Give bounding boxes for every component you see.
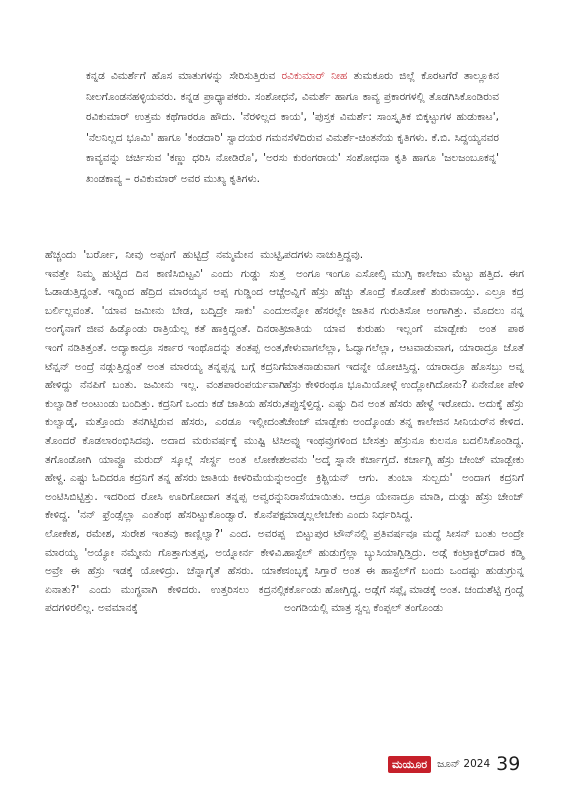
author-name: ರವಿಕುಮಾರ್ ನೀಹ [281,70,348,82]
page-footer [388,752,520,776]
issue-date: ಜೂನ್ 2024 [437,757,491,770]
intro-text-before: ಕನ್ನಡ ವಿಮರ್ಶೆಗೆ ಹೊಸ ಮಾತುಗಳನ್ನು ಸೇರಿಸುತ್ತಿರುವ [86,70,282,82]
left-column [45,246,285,618]
magazine-logo: ಮಯೂರ [388,756,431,773]
paragraph: ಅಂಗೂ ಇಂಗೂ ಎಸೋಲ್ಸಿ ಮುಗ್ಸಿ ಕಾಲೇಜು ಮೆಟ್ಟು ಹತ್ತಿದ. ಈಗ ಅವ್ನಿಗೆ ಹೆಸ್ರು ಹೆಚ್ಚು ತೊಂದ್ರೆ ಕೊಡೋಕೆ ಶುರುವಾಯ್ತು. ಎಲ್ರೂ ಕದ್ರ ಅನ್ನೋ ಹೆಸರಲ್ಲೇ ಜಾತಿನ ಗುರುತಿಸೋ ಅಂಗಾಗಿತ್ತು. ಮೊದಲು ನನ್ನ ಜಾತಿಯ ಯಾವ ಕುರುಹು ಇಲ್ಲಂಗೆ ಮಾಡ್ಬೇಕು ಅಂತ ಪಾಠ ಕೇಳುವಾಗಲೆಲ್ಲಾ, ಓದ್ವಾಗಲೆಲ್ಲಾ, ಆಟವಾಡುವಾಗ, ಯಾರಾದ್ರೂ ಜೊತೆ ಮಾತನಾಡುವಾಗ ಇದನ್ನೇ ಯೋಚಿಸ್ತಿದ್ದ. ಯಾರಾದ್ರೂ ಹೊಸಬ್ರು ಅವ್ನ ಹೆಸ್ರು ಕೇಳಿರಂಥೂ ಭೂಮಿಯೋಳ್ಗೆ ಉದ್ಲೋಗಿದೋನು? ಏನೇನೋ ಪೇಳಿ ತಪ್ಪುಸ್ಕೆಳ್ತಿದ್ದ. ಎಷ್ಟು ದಿನ ಅಂತ ಹೆಸರು ಹೇಳ್ದೆ ಇರೋದು. ಅದುಕ್ಕೆ ಹೆಸ್ರು ಚೇಂಜ್ ಮಾಡ್ಬೇಕು ಅಂದ್ಕೊಂಡು ತನ್ನ ಕಾಲೇಜಿನ ಸೀನಿಯರ್‌ನ ಕೇಳಿದ. ಅವ್ನು ಇಂಥವ್ರುಗಳಿಂದ ಬೇಸತ್ತು ಹೆಸ್ರುನೂ ಕುಲನೂ ಬದಲಿಸಿಕೊಂಡಿದ್ದ. ಅವನು 'ಅದ್ಕೆ ಸ್ನಾನೇ ಕರ್ಚಾಗ್ತದೆ. ಕರ್ಚಾಗ್ಲಿ ಹೆಸ್ರು ಚೇಂಜ್ ಮಾಡ್ಬೇಕು ಅಂದ್ರೇ ಕ್ರಿಶ್ಚಿಯನ್ ಆಗು. ತುಂಬಾ ಸುಲ್ಬದು' ಅಂದಾಗ ಕದ್ರನಿಗೆ ನಿರಾಸೆಯಾಯಿತು. ಆದ್ರೂ ಯೇನಾದ್ರೂ ಮಾಡಿ, ದುಡ್ಡು ಹೆಸ್ರು ಚೇಂಜ್ ಮಾಡ್ಕಲ್ಲಲೇಬೇಕು ಎಂದು ನಿರ್ಧರಿಸಿದ್ದ. [284,266,524,522]
paragraph: ಹೆಚ್ಚಂದು 'ಬರ್ರೋ, ನೀವು ಅಪ್ಪಂಗೆ ಹುಟ್ಟಿದ್ರೆ ನಮ್ಮಮೇನ ಮುಟ್ಟಿ, ಇವತ್ತೇ ನಿಮ್ಮ ಹುಟ್ಟಿದ ದಿನ ಕಾಣಿಸಿಬಿಟ್ಟವಿ' ಎಂದು ಗುಡ್ಡು ಸುತ್ತ ಓಡಾಡುತ್ತಿದ್ದಂತೆ. ಇದ್ದಿಂದ ಹೆದ್ರಿದ ಮಾರಯ್ಯನ ಅಪ್ಪ ಗುಡ್ಡಿಂದ ಆಚ್ಚೆ ಬರ್ಲಿಲ್ಲವಂತೆ. 'ಯಾವ ಜಮೀನು ಬೇಡ, ಬದ್ಕಿದ್ರೇ ಸಾಕು' ಎಂದು ಅಂಗೈನಾಗೆ ಜೀವ ಹಿಡ್ಕೊಂಡು ರಾತ್ರಿಯೆಲ್ಲ ಕತೆ ಹಾಕ್ತಿದ್ದಂತೆ. ದಿನರಾತ್ರಿ ಇಂಗೆ ನಡಿತಿತ್ತಂತೆ. ಅದ್ಯಾಕಾದ್ರೂ ಸರ್ಕಾರ ಇಂಥೊದನ್ನು ತಂತಪ್ಪ ಅಂತ, ಟೆನ್ಷನ್ ಅಂದ್ರೆ ನಡ್ಗುತ್ತಿದ್ದಂತೆ ಅಂತ ಮಾರಯ್ಯ ತನ್ನಪ್ಪನ್ನ ಬಗ್ಗೆ ಕದ್ರನಿಗೆ ಹೇಳಿದ್ದು ನೆನಪಿಗೆ ಬಂತು. ಜಮೀನು ಇಲ್ಲ. ವಂಶಪಾರಂಪರ್ಯವಾಗಿ ಕುಲ್ವಾಡಿಕೆ ಅಂಟುಂಡು ಬಂದಿತ್ತು. ಕದ್ರನಿಗೆ ಒಂದು ಕಡೆ ಜಾತಿಯ ಹೆಸರು, ಕುಲ್ವಾಡ್ಕೆ, ಮತ್ತೊಂದು ತನಗಿಟ್ಟಿರುವ ಹೆಸರು, ಎರಡೂ ಇಲ್ಲೀದಂತೆ ತೊಂದರೆ ಕೊಡಲಾರಂಭಿಸಿದವು. ಅದಾದ ಮರುವರ್ಷಕ್ಕೆ ಮುಷ್ಟಿ ಟಿಸಿ ತಗೊಂಡೋಗಿ ಯಾವ್ದೂ ಮರುದ್ ಸ್ಕೂಲ್ಗೆ ಸೇರ್ಸ್ದ ಅಂತ ಲೋಕೇಶ ಹೇಳ್ದ. ಎಷ್ಟು ಓದಿದರೂ ಕದ್ರನಿಗೆ ತನ್ನ ಹೆಸರು ಜಾತಿಯ ಕೀಳರಿಮೆಯನ್ನು ಅಂಟಿಸಿಬಿಟ್ಟಿತ್ತು. ಇದರಿಂದ ರೋಸಿ ಊರಿಗೋದಾಗ ತನ್ನಪ್ಪ ಅವ್ವರನ್ನು ಕೇಳಿದ್ದ. 'ನನ್ ಫ್ರೆಂಡ್ಸೆಲ್ಲಾ ಎಂತೆಂಥ ಹೆಸರಿಟ್ಟುಕೊಂಡ್ವಾರೆ. ಕೊನೆಪಕ್ಷ ಲೋಕೇಶ, ರಮೇಶ, ಸುರೇಶ ಇಂತವು ಕಾಣ್ಲಿಲ್ವಾ?' ಎಂದ. ಅವರಪ್ಪ ಮಾರಯ್ಯ 'ಅಯ್ಯೋ ನಮ್ಮೇನು ಗೊತ್ತಾಗುತ್ತಪ್ಪ, ಅಯ್ನೋರ್ನ ಕೇಳಿವಿ. ಅವ್ರೇ ಈ ಹೆಸ್ರು ಇಡಕ್ಕೆ ಯೋಳಿದ್ರು. ಚೆನ್ನಾಗೈತೆ ಹೆಸರು. ಯಾಕೇ ಏನಾತು?' ಎಂದು ಮುಗ್ಧವಾಗಿ ಕೇಳಿದರು. ಉತ್ತರಿಸಲು ಕದ್ರನಲ್ಲಿ ಪದಗಳಿರಲಿಲ್ಲ. ಅವಮಾನಕ್ಕೆ [45,248,285,615]
right-column [284,246,524,618]
paragraph: ಪದಗಳು ನಾಚುತ್ತಿದ್ದವು. [284,248,364,261]
author-intro [86,66,499,190]
intro-text-after: ತುಮಕೂರು ಜಿಲ್ಲೆ ಕೊರಟಗೆರೆ ತಾಲ್ಲೂಕಿನ ನೀಲಗೊಂಡನಹಳ್ಳಿಯವರು. ಕನ್ನಡ ಪ್ರಾಧ್ಯಾಪಕರು. ಸಂಶೋಧನೆ, ವಿಮರ್ಶೆ ಹಾಗೂ ಕಾವ್ಯ ಪ್ರಕಾರಗಳಲ್ಲಿ ತೊಡಗಿಸಿಕೊಂಡಿರುವ ರವಿಕುಮಾರ್ ಉತ್ತಮ ಕಥೆಗಾರರೂ ಹೌದು. 'ನೆರಳಿಲ್ಲದ ಕಾಯ', 'ಪುಸ್ತಕ ವಿಮರ್ಶೆ: ಸಾಂಸ್ಕೃತಿಕ ಬಿಕ್ಕಟ್ಟುಗಳ ಹುಡುಕಾಟ', 'ನೆಲನಿಲ್ಲದ ಭೂಮಿ' ಹಾಗೂ 'ಕಂಡದಾರಿ' ಸ್ವಾದಯರ ಗಮನಸೆಳೆದಿರುವ ವಿಮರ್ಶೆ-ಚಿಂತನೆಯ ಕೃತಿಗಳು. ಕೆ.ಬಿ. ಸಿದ್ದಯ್ಯನವರ ಕಾವ್ಯವನ್ನು ಚರ್ಚಿಸುವ 'ಕಣ್ಣು ಧರಿಸಿ ನೋಡಿರೊ', 'ಅರಸು ಕುರಂಗರಾಯ' ಸಂಶೋಧನಾ ಕೃತಿ ಹಾಗೂ 'ಜಲಜಂಬೂಕನ್ನ' ಖಂಡಕಾವ್ಯ – ರವಿಕುಮಾರ್ ಅವರ ಮುಖ್ಯ ಕೃತಿಗಳು. [86,70,499,185]
paragraph: ಬಿಟ್ಟುಪುರ ಟೌನ್‌ನಲ್ಲಿ ಪ್ರತಿವರ್ಷವೂ ಮದ್ಧೆ ಸೀಸನ್ ಬಂತು ಅಂದ್ರೇ ಹಾಸ್ಟೆಲ್ ಹುಡುಗ್ರೆಲ್ಲಾ ಬ್ಯುಸಿಯಾಗ್ಬಿಡ್ತಿದ್ರು. ಅಡ್ಗೆ ಕಂಟ್ರಾಕ್ಟರ್‌ದಾರ ಕಡ್ಮಿ ಸಂಬ್ಳಕ್ಕೆ ಸಿಗ್ತಾರೆ ಅಂತ ಈ ಹಾಸ್ಟೆಲ್‌ಗೆ ಬಂದು ಒಂದಷ್ಟು ಹುಡುಗ್ರುನ್ನ ಕರ್ಕೊಂಡು ಹೋಗ್ತಿದ್ದ. ಅಡ್ಗೆಗೆ ಸಪ್ಲೈ ಮಾಡಕ್ಕೆ ಅಂತ. ಚಂದುಶೆಟ್ಟಿ ಗ್ರಂದ್ದೆ ಅಂಗಡಿಯಲ್ಲಿ ಮಾತ್ರ ಸ್ವಲ್ಪ ಕೆಂಪ್ಪಲ್ ತಂಗೊಂಡು [284,526,524,615]
page-number: 39 [496,753,521,775]
